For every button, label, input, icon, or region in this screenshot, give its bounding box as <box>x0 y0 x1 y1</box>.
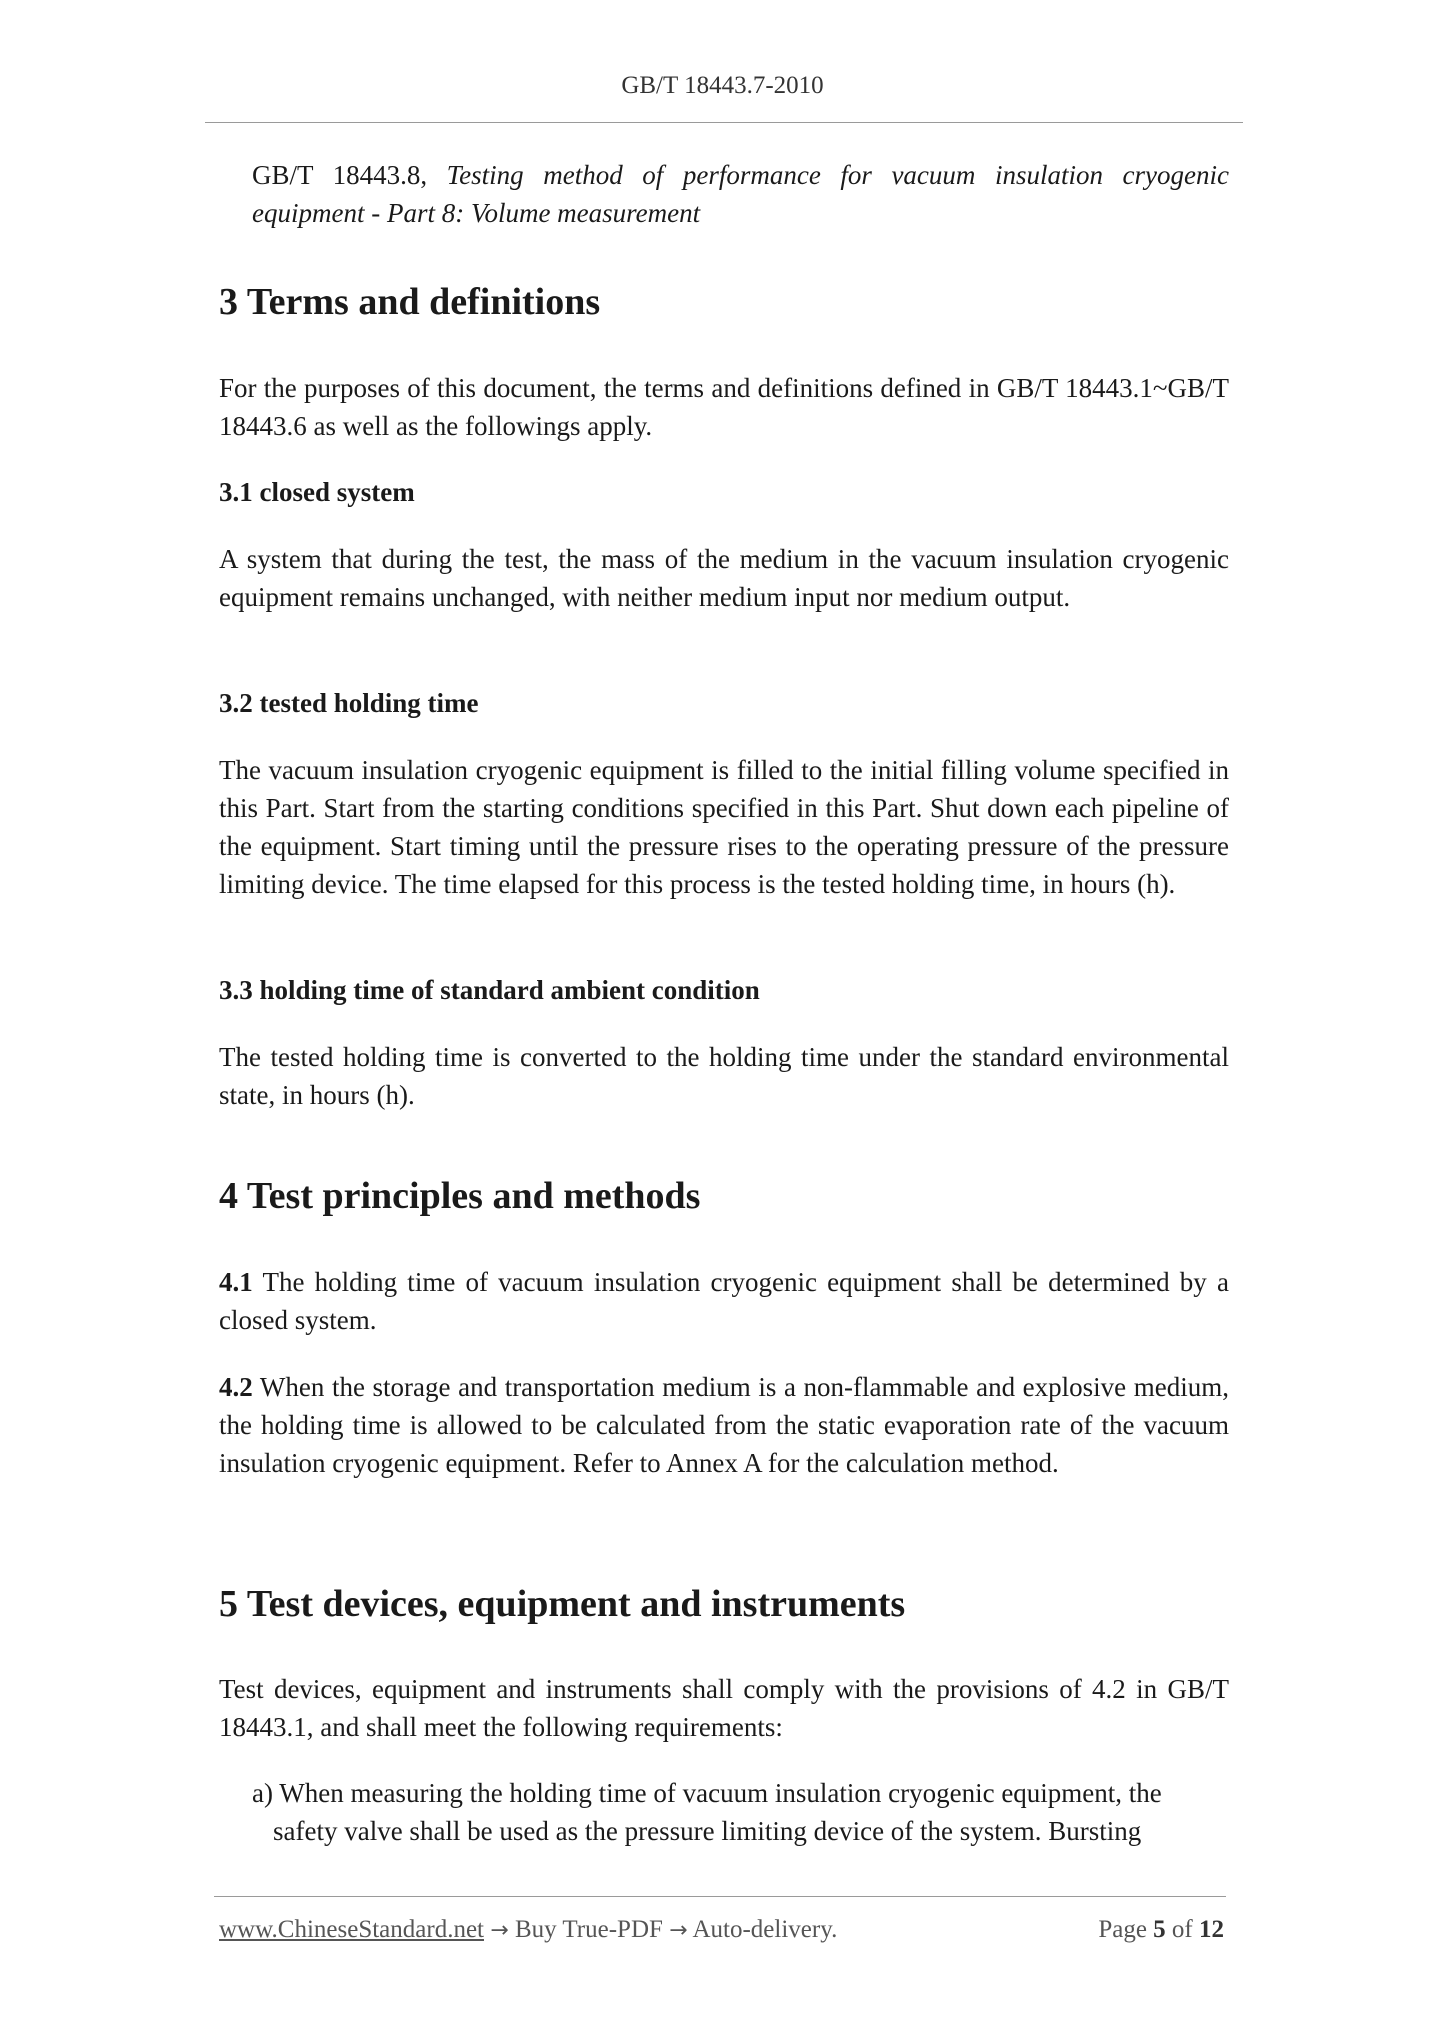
reference-title: Testing method of performance for vacuum insulation cryogenic equipment - Part 8: Volume measurement <box>252 160 1229 228</box>
current-page: 5 <box>1153 1916 1166 1943</box>
clause-4-2-text: When the storage and transportation medium is a non-flammable and explosive medium, the holding time is allowed to be calculated from the static evaporation rate of the vacuum insulation cryogenic equipment. Refer to Annex A for the calculation method. <box>219 1372 1229 1478</box>
term-3-3-text: The tested holding time is converted to the holding time under the standard environmental state, in hours (h). <box>219 1042 1229 1110</box>
term-3-1-text: A system that during the test, the mass of the medium in the vacuum insulation cryogenic equipment remains unchanged, with neither medium input nor medium output. <box>219 544 1229 612</box>
term-3-2-text: The vacuum insulation cryogenic equipment is filled to the initial filling volume specified in this Part. Start from the starting conditions specified in this Part. Shut down each pipeline of the equipment. Start timing until the pressure rises to the operating pressure of the pressure limiting device. The time elapsed for this process is the tested holding time, in hours (h). <box>219 755 1229 899</box>
clause-4-2 <box>219 1368 1229 1482</box>
clause-4-2-number: 4.2 <box>219 1372 253 1402</box>
page-header: GB/T 18443.7-2010 <box>621 72 824 99</box>
page-number: Page 5 of 12 <box>1098 1916 1224 1943</box>
page-footer <box>219 1916 1224 1944</box>
list-marker: a) <box>252 1778 273 1808</box>
arrow-right-icon: → <box>669 1918 688 1943</box>
clause-4-1 <box>219 1263 1229 1339</box>
reference-code: GB/T 18443.8, <box>252 160 428 190</box>
footer-divider <box>214 1896 1226 1897</box>
section-5-heading: 5 Test devices, equipment and instruments <box>219 1583 906 1625</box>
reference-entry <box>252 156 1229 232</box>
total-pages: 12 <box>1199 1916 1224 1943</box>
section-5-intro: Test devices, equipment and instruments shall comply with the provisions of 4.2 in GB/T 18443.1, and shall meet the following requirements: <box>219 1674 1229 1742</box>
term-3-2-heading: 3.2 tested holding time <box>219 688 479 718</box>
clause-4-1-number: 4.1 <box>219 1267 253 1297</box>
website-link[interactable]: www.ChineseStandard.net <box>219 1916 484 1943</box>
term-3-3-heading: 3.3 holding time of standard ambient condition <box>219 975 760 1005</box>
clause-4-1-text: The holding time of vacuum insulation cryogenic equipment shall be determined by a closed system. <box>219 1267 1229 1335</box>
list-item-a <box>252 1774 1229 1850</box>
term-3-1-heading: 3.1 closed system <box>219 477 415 507</box>
section-3-intro: For the purposes of this document, the terms and definitions defined in GB/T 18443.1~GB/T 18443.6 as well as the followings apply. <box>219 373 1229 441</box>
arrow-right-icon: → <box>490 1918 509 1943</box>
header-divider <box>205 122 1243 123</box>
buy-pdf-text: Buy True-PDF <box>514 1916 663 1943</box>
auto-delivery-text: Auto-delivery. <box>692 1916 838 1943</box>
section-3-heading: 3 Terms and definitions <box>219 281 601 323</box>
list-item-line-2: safety valve shall be used as the pressure limiting device of the system. Bursting <box>273 1816 1142 1846</box>
list-item-line-1: When measuring the holding time of vacuum insulation cryogenic equipment, the <box>279 1778 1162 1808</box>
section-4-heading: 4 Test principles and methods <box>219 1175 701 1217</box>
